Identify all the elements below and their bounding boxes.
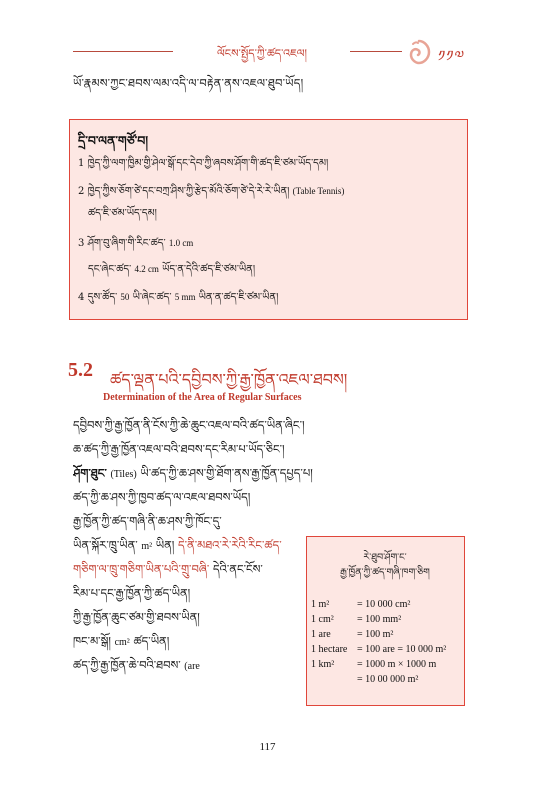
body-line: རིམ་པ་དང་རྒྱ་ཁྱོན་ཀྱི་ཚད་ཡིན། (73, 586, 191, 600)
question-english-term: (Table Tennis) (292, 186, 345, 196)
conversion-lhs: 1 cm² (311, 614, 334, 625)
length-value: 1.0 cm (168, 238, 194, 248)
section-title: ཚད་ལྡན་པའི་དབྱིབས་ཀྱི་རྒྱ་ཁྱོན་འཇལ་ཐབས། (110, 370, 348, 389)
body-line: ཆ་ཚད་ཀྱི་རྒྱ་ཁྱོན་འཇལ་བའི་ཐབས་དང་རིམ་པ་ཡོད་ཅིང་། (73, 442, 285, 456)
conversion-row (311, 659, 436, 670)
conversion-lhs: 1 km² (311, 659, 335, 670)
section-number: 5.2 (68, 359, 93, 381)
intro-line: ཡོ་རྣམས་ཀྱང་ཐབས་ལམ་འདི་ལ་བརྟེན་ནས་འཇལ་ཐུབ་ཡོད། (73, 76, 304, 90)
unit-box-subtitle: རྒྱ་ཁྱོན་ཀྱི་ཚད་གཞི་ཁག་ཅིག (340, 567, 430, 578)
conversion-rhs: = 10 00 000 m² (357, 674, 419, 685)
header-rule-left (73, 51, 173, 52)
question-number: 2 (78, 186, 85, 197)
section-subtitle: Determination of the Area of Regular Surfaces (103, 392, 302, 403)
header-rule-right (350, 51, 402, 52)
width-value: 5 mm (174, 292, 196, 302)
exercise-box (69, 119, 468, 320)
unit-conversion-box (306, 536, 465, 706)
exercise-box-title: དྲི་བ་ལན་གཙོ་བ། (78, 133, 149, 148)
running-header-title: ལོངས་སྤྱོད་ཀྱི་ཚད་འཇལ། (216, 47, 308, 60)
conversion-row (311, 644, 446, 655)
body-text: ཚད་ཡིན། (133, 634, 170, 648)
highlighted-text: དེ་ནི་མཐའ་རེ་རེའི་རིང་ཚད་ (177, 538, 282, 552)
conversion-lhs: 1 hectare (311, 644, 348, 655)
body-text: ཡིན་སྐོར་ཁྲུ་ཡིན་ (73, 538, 138, 552)
question-text: དུས་ཚོད་ (87, 292, 118, 303)
bold-term: ཤོག་ཐུང་ (73, 466, 107, 480)
body-line (73, 652, 305, 685)
conversion-rhs: = 1000 m × 1000 m (357, 659, 437, 670)
unit-box-title: རེ་ཐུབ་ཤོག་ང་ (363, 552, 407, 563)
conversion-row (311, 674, 418, 685)
question-number: 4 (78, 292, 85, 303)
question-1 (78, 152, 462, 180)
conversion-lhs: 1 are (311, 629, 331, 640)
question-text: ཡི་ཞེང་ཚད་ (132, 292, 172, 303)
question-number: 1 (78, 158, 85, 169)
conversion-rhs: = 100 are = 10 000 m² (357, 644, 447, 655)
conversion-row (311, 629, 393, 640)
body-text: དེའི་ནང་ངོས་ (212, 562, 263, 576)
question-3-continued (88, 258, 472, 286)
english-term: (Tiles) (110, 469, 137, 480)
question-text: ཤོག་བུ་ཞིག་གི་རིང་ཚད་ (87, 238, 166, 249)
page-number: 117 (259, 741, 276, 753)
body-line: རྒྱ་ཁྱོན་ཀྱི་ཚད་གཞི་ནི་ཆ་ཤས་ཀྱི་ཁོང་དུ་ (73, 514, 222, 528)
question-2-continued: ཚད་ཇི་ཙམ་ཡོད་དམ། (88, 208, 157, 219)
flower-ornament-icon (405, 38, 433, 66)
highlighted-text: གཅིག་ལ་ཁྲུ་གཅིག་ཡིན་པའི་གྲུ་བཞི་ (73, 562, 210, 576)
question-text: ཡོད་ན་དེའི་ཚད་ཇི་ཙམ་ཡིན། (162, 264, 256, 275)
unit-term: m² (141, 541, 153, 552)
width-value: 4.2 cm (134, 264, 159, 274)
question-3 (78, 232, 462, 260)
question-text: ཁྱེད་ཀྱིས་ཅོག་ཙེ་དང་བཀྲ་ཤིས་ཀྱི་རྩེད་མོའི་ཅོག་ཙེ་དེ་རེ་རེ་ཡིན། (87, 186, 290, 197)
english-term: (are (184, 661, 200, 672)
conversion-rhs: = 100 m² (357, 629, 394, 640)
question-text: ཡིན་ན་ཚད་ཇི་ཙམ་ཡིན། (198, 292, 279, 303)
body-line: ཀྱི་རྒྱ་ཁྱོན་ཆུང་ཙམ་གྱི་ཐབས་ཡིན། (73, 610, 200, 624)
body-text: ཚད་ཀྱི་རྒྱ་ཁྱོན་ཆེ་བའི་ཐབས་ (73, 658, 181, 672)
body-text: ཡི་ཚད་ཀྱི་ཆ་ཤས་གྱི་ཐོག་ནས་རྒྱ་ཁྱོན་དཔྱད་པ། (140, 466, 313, 480)
conversion-row (311, 599, 410, 610)
question-4 (78, 286, 462, 314)
question-text: དང་ཞེང་ཚད་ (88, 264, 132, 275)
body-line: དབྱིབས་ཀྱི་རྒྱ་ཁྱོན་ནི་ངོས་ཀྱི་ཆེ་ཆུང་འཇལ་བའི་ཚད་ཡིན་ཞིང་། (73, 418, 305, 432)
question-text: ཁྱེད་ཀྱི་ལག་ཁྱིམ་གྱི་ཤེལ་སྒོ་དང་དེབ་ཀྱི་ཞབས་ཤོག་གི་ཚད་ཇི་ཙམ་ཡོད་དམ། (87, 158, 329, 169)
body-line: ཚད་ཀྱི་ཆ་ཤས་ཀྱི་ཁྱབ་ཚད་ལ་འཇལ་ཐབས་ཡོད། (73, 490, 251, 504)
conversion-rhs: = 10 000 cm² (357, 599, 411, 610)
count-value: 50 (120, 292, 130, 302)
body-text: ཡིན། (155, 538, 175, 552)
header-page-number: ༡༡༧ (438, 47, 466, 65)
body-text: ཁང་མ་སྒོ། (73, 634, 111, 648)
conversion-rhs: = 100 mm² (357, 614, 402, 625)
conversion-row (311, 614, 401, 625)
conversion-lhs: 1 m² (311, 599, 330, 610)
question-number: 3 (78, 238, 85, 249)
unit-term: cm² (114, 637, 130, 648)
